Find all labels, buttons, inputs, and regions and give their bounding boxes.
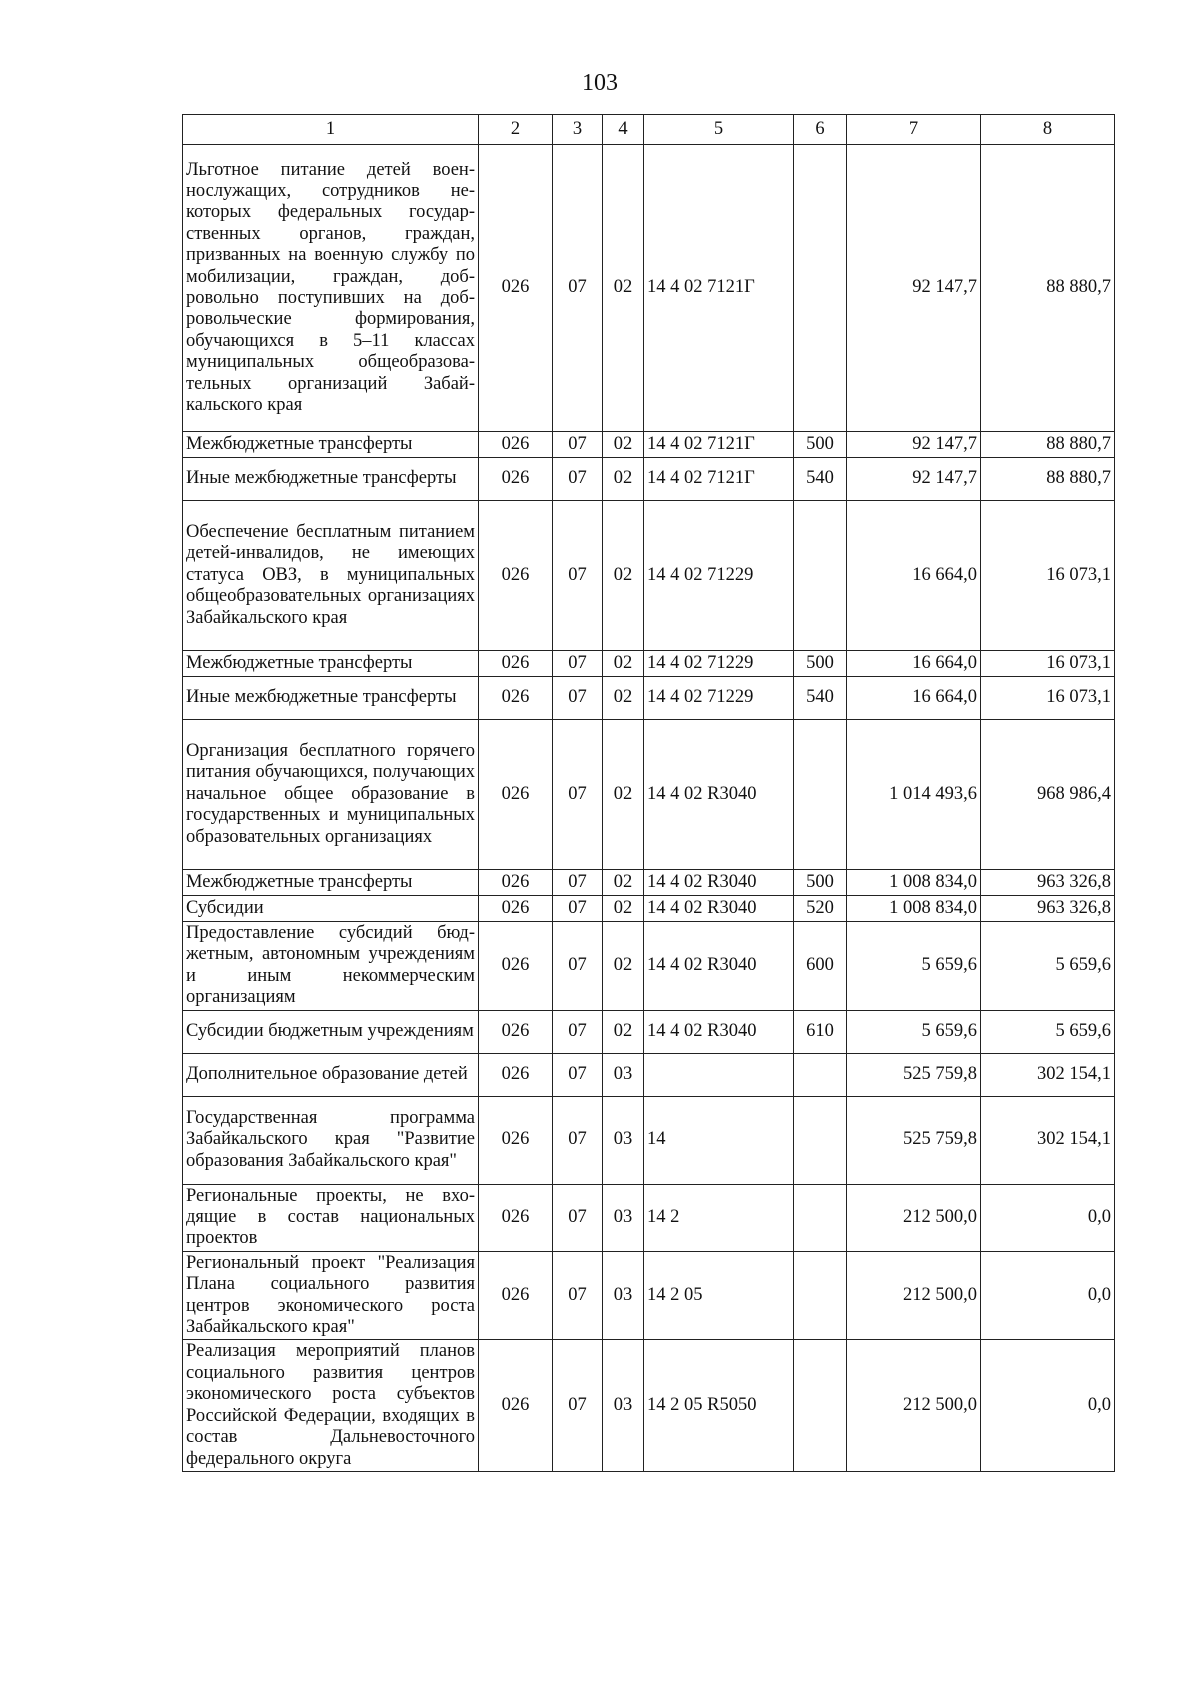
row-expense-type: 520: [794, 896, 847, 922]
row-amount-year1: 1 008 834,0: [847, 870, 981, 896]
row-subsection-code: 02: [603, 651, 644, 677]
row-description: Межбюджетные трансферты: [183, 870, 479, 896]
row-subsection-code: 02: [603, 870, 644, 896]
row-amount-year1: 1 014 493,6: [847, 720, 981, 870]
row-description: Межбюджетные трансферты: [183, 432, 479, 458]
row-description: Региональный проект "Реализация Плана социального развития центров экономического роста Забайкальского края": [183, 1251, 479, 1340]
row-amount-year2: 5 659,6: [981, 922, 1115, 1011]
table-row: [183, 1184, 1115, 1251]
row-subsection-code: 02: [603, 1010, 644, 1053]
row-expense-type: [794, 1251, 847, 1340]
row-subsection-code: 02: [603, 458, 644, 501]
row-description: Межбюджетные трансферты: [183, 651, 479, 677]
row-ministry-code: 026: [479, 1184, 553, 1251]
row-target-article: 14 4 02 R3040: [644, 870, 794, 896]
row-expense-type: [794, 1053, 847, 1096]
row-amount-year1: 16 664,0: [847, 501, 981, 651]
row-subsection-code: 02: [603, 922, 644, 1011]
row-expense-type: [794, 720, 847, 870]
row-amount-year1: 5 659,6: [847, 1010, 981, 1053]
row-ministry-code: 026: [479, 1251, 553, 1340]
row-ministry-code: 026: [479, 501, 553, 651]
row-description: Иные межбюджетные трансферты: [183, 458, 479, 501]
row-subsection-code: 02: [603, 432, 644, 458]
row-target-article: 14 4 02 R3040: [644, 922, 794, 1011]
row-section-code: 07: [553, 922, 603, 1011]
row-description: Обеспечение бесплатным питанием детей-инвалидов, не имеющих статуса ОВЗ, в муниципальных общеобразовательных организациях Забайкальского края: [183, 501, 479, 651]
row-target-article: 14 4 02 71229: [644, 651, 794, 677]
row-subsection-code: 02: [603, 501, 644, 651]
row-amount-year1: 92 147,7: [847, 458, 981, 501]
row-amount-year1: 212 500,0: [847, 1340, 981, 1471]
row-amount-year2: 88 880,7: [981, 145, 1115, 432]
row-amount-year2: 16 073,1: [981, 501, 1115, 651]
row-section-code: 07: [553, 896, 603, 922]
row-target-article: 14 4 02 71229: [644, 501, 794, 651]
table-header-row: [183, 115, 1115, 145]
row-target-article: 14: [644, 1096, 794, 1184]
row-ministry-code: 026: [479, 1096, 553, 1184]
row-ministry-code: 026: [479, 145, 553, 432]
row-description: Льготное питание детей военнослужащих, сотрудников некоторых федеральных государственных органов, граждан, призванных на военную службу по мобилизации, граждан, добровольно поступивших на добровольческие формирования, обучающихся в 5–11 классах муниципальных общеобразовательных организаций Забайкальского края: [183, 145, 479, 432]
table-row: [183, 145, 1115, 432]
row-subsection-code: 02: [603, 896, 644, 922]
table-row: [183, 677, 1115, 720]
row-ministry-code: 026: [479, 870, 553, 896]
row-subsection-code: 02: [603, 677, 644, 720]
row-target-article: 14 4 02 7121Г: [644, 432, 794, 458]
row-amount-year1: 212 500,0: [847, 1251, 981, 1340]
column-header-3: 3: [553, 115, 603, 145]
table-row: [183, 432, 1115, 458]
row-target-article: 14 2 05: [644, 1251, 794, 1340]
row-description: Иные межбюджетные трансферты: [183, 677, 479, 720]
row-amount-year2: 968 986,4: [981, 720, 1115, 870]
row-amount-year2: 302 154,1: [981, 1053, 1115, 1096]
row-expense-type: [794, 1340, 847, 1471]
row-section-code: 07: [553, 870, 603, 896]
row-amount-year1: 5 659,6: [847, 922, 981, 1011]
row-expense-type: 610: [794, 1010, 847, 1053]
column-header-4: 4: [603, 115, 644, 145]
row-section-code: 07: [553, 651, 603, 677]
page-number: 103: [582, 70, 618, 96]
row-amount-year1: 16 664,0: [847, 677, 981, 720]
table-row: [183, 501, 1115, 651]
column-header-8: 8: [981, 115, 1115, 145]
row-amount-year2: 16 073,1: [981, 677, 1115, 720]
row-section-code: 07: [553, 720, 603, 870]
row-section-code: 07: [553, 1184, 603, 1251]
row-description: Реализация мероприятий планов социального развития центров экономического роста субъектов Российской Федерации, входящих в состав Дальневосточного федерального округа: [183, 1340, 479, 1471]
table-row: [183, 1251, 1115, 1340]
row-amount-year1: 525 759,8: [847, 1096, 981, 1184]
row-amount-year1: 525 759,8: [847, 1053, 981, 1096]
row-amount-year2: 0,0: [981, 1340, 1115, 1471]
row-expense-type: 500: [794, 651, 847, 677]
row-target-article: 14 2: [644, 1184, 794, 1251]
row-ministry-code: 026: [479, 432, 553, 458]
row-expense-type: 600: [794, 922, 847, 1011]
row-amount-year2: 963 326,8: [981, 896, 1115, 922]
row-description: Предоставление субсидий бюджетным, автономным учреждениям и иным некоммерческим организациям: [183, 922, 479, 1011]
row-expense-type: 540: [794, 677, 847, 720]
row-target-article: 14 4 02 71229: [644, 677, 794, 720]
table-row: [183, 1010, 1115, 1053]
row-ministry-code: 026: [479, 922, 553, 1011]
row-description: Организация бесплатного горячего питания обучающихся, получающих начальное общее образование в государственных и муниципальных образовательных организациях: [183, 720, 479, 870]
row-ministry-code: 026: [479, 896, 553, 922]
column-header-5: 5: [644, 115, 794, 145]
row-section-code: 07: [553, 1010, 603, 1053]
row-subsection-code: 03: [603, 1096, 644, 1184]
row-expense-type: 540: [794, 458, 847, 501]
column-header-2: 2: [479, 115, 553, 145]
row-subsection-code: 03: [603, 1053, 644, 1096]
row-expense-type: [794, 501, 847, 651]
row-subsection-code: 02: [603, 145, 644, 432]
table-row: [183, 651, 1115, 677]
table-row: [183, 870, 1115, 896]
row-subsection-code: 03: [603, 1251, 644, 1340]
row-section-code: 07: [553, 145, 603, 432]
table-row: [183, 458, 1115, 501]
row-ministry-code: 026: [479, 1010, 553, 1053]
row-expense-type: 500: [794, 432, 847, 458]
row-subsection-code: 02: [603, 720, 644, 870]
row-amount-year2: 88 880,7: [981, 458, 1115, 501]
column-header-7: 7: [847, 115, 981, 145]
row-section-code: 07: [553, 1251, 603, 1340]
row-amount-year1: 212 500,0: [847, 1184, 981, 1251]
row-target-article: 14 4 02 7121Г: [644, 458, 794, 501]
row-amount-year1: 92 147,7: [847, 432, 981, 458]
column-header-1: 1: [183, 115, 479, 145]
row-amount-year2: 0,0: [981, 1184, 1115, 1251]
row-subsection-code: 03: [603, 1340, 644, 1471]
row-description: Субсидии: [183, 896, 479, 922]
row-ministry-code: 026: [479, 458, 553, 501]
row-target-article: 14 4 02 R3040: [644, 1010, 794, 1053]
row-target-article: 14 2 05 R5050: [644, 1340, 794, 1471]
row-expense-type: [794, 1096, 847, 1184]
row-target-article: 14 4 02 R3040: [644, 896, 794, 922]
row-amount-year2: 0,0: [981, 1251, 1115, 1340]
table-row: [183, 720, 1115, 870]
row-section-code: 07: [553, 1096, 603, 1184]
row-target-article: 14 4 02 7121Г: [644, 145, 794, 432]
column-header-6: 6: [794, 115, 847, 145]
row-section-code: 07: [553, 1340, 603, 1471]
row-ministry-code: 026: [479, 1053, 553, 1096]
row-description: Дополнительное образование детей: [183, 1053, 479, 1096]
row-expense-type: [794, 1184, 847, 1251]
row-section-code: 07: [553, 1053, 603, 1096]
row-amount-year2: 5 659,6: [981, 1010, 1115, 1053]
row-target-article: [644, 1053, 794, 1096]
row-ministry-code: 026: [479, 651, 553, 677]
row-section-code: 07: [553, 501, 603, 651]
row-description: Государственная программа Забайкальского края "Развитие образования Забайкальского края": [183, 1096, 479, 1184]
row-amount-year1: 16 664,0: [847, 651, 981, 677]
row-amount-year2: 16 073,1: [981, 651, 1115, 677]
row-amount-year2: 963 326,8: [981, 870, 1115, 896]
row-amount-year1: 1 008 834,0: [847, 896, 981, 922]
row-subsection-code: 03: [603, 1184, 644, 1251]
row-amount-year2: 302 154,1: [981, 1096, 1115, 1184]
table-row: [183, 922, 1115, 1011]
row-description: Региональные проекты, не входящие в состав национальных проектов: [183, 1184, 479, 1251]
row-description: Субсидии бюджетным учреждениям: [183, 1010, 479, 1053]
row-section-code: 07: [553, 458, 603, 501]
row-amount-year1: 92 147,7: [847, 145, 981, 432]
row-expense-type: 500: [794, 870, 847, 896]
row-expense-type: [794, 145, 847, 432]
row-target-article: 14 4 02 R3040: [644, 720, 794, 870]
row-section-code: 07: [553, 432, 603, 458]
table-row: [183, 896, 1115, 922]
row-ministry-code: 026: [479, 1340, 553, 1471]
row-ministry-code: 026: [479, 677, 553, 720]
row-ministry-code: 026: [479, 720, 553, 870]
table-row: [183, 1096, 1115, 1184]
table-row: [183, 1053, 1115, 1096]
table-row: [183, 1340, 1115, 1471]
row-amount-year2: 88 880,7: [981, 432, 1115, 458]
row-section-code: 07: [553, 677, 603, 720]
budget-table: [182, 114, 1115, 1472]
